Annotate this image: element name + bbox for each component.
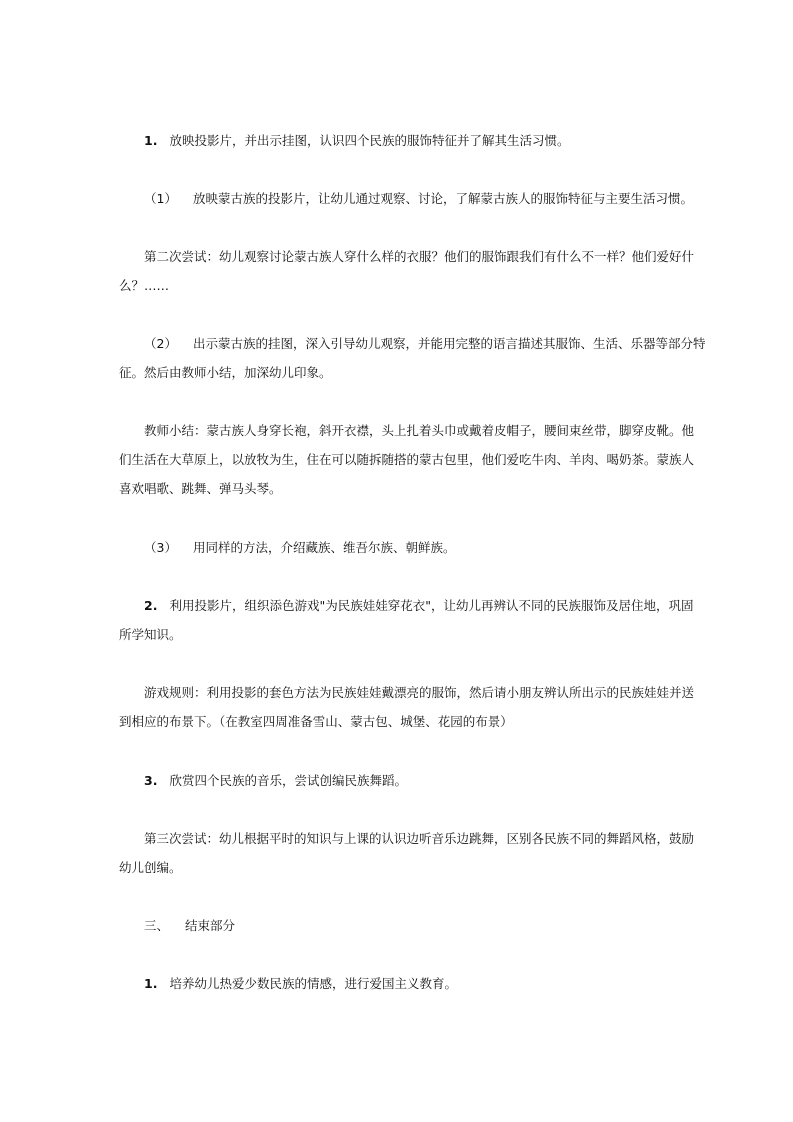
paragraph-line: 第三次尝试：幼儿根据平时的知识与上课的认识边听音乐边跳舞，区别各民族不同的舞蹈风格，鼓励 xyxy=(144,831,695,846)
paragraph-substep-3 xyxy=(119,533,679,562)
paragraph-text: 放映投影片，并出示挂图，认识四个民族的服饰特征并了解其生活习惯。 xyxy=(169,133,570,148)
paragraph-line: 幼儿创编。 xyxy=(119,860,182,875)
paragraph-step-1 xyxy=(119,126,679,155)
paragraph-third-attempt xyxy=(119,824,695,882)
step-number: 2. xyxy=(144,598,158,613)
paragraph-text: 培养幼儿热爱少数民族的情感，进行爱国主义教育。 xyxy=(169,976,457,991)
substep-number: （2） xyxy=(144,336,177,351)
paragraph-step-2 xyxy=(119,591,694,649)
paragraph-conclusion-step-1 xyxy=(119,969,679,998)
paragraph-teacher-summary xyxy=(119,416,695,503)
paragraph-line: 到相应的布景下。（在教室四周准备雪山、蒙古包、城堡、花园的布景） xyxy=(119,714,513,729)
paragraph-second-attempt xyxy=(119,242,695,300)
paragraph-line: 教师小结：蒙古族人身穿长袍，斜开衣襟，头上扎着头巾或戴着皮帽子，腰间束丝带，脚穿皮靴。他 xyxy=(144,423,695,438)
paragraph-line: 第二次尝试：幼儿观察讨论蒙古族人穿什么样的衣服？他们的服饰跟我们有什么不一样？他们爱好什 xyxy=(144,249,695,264)
section-title: 结束部分 xyxy=(185,918,236,933)
section-number: 三、 xyxy=(144,918,170,933)
substep-number: （3） xyxy=(144,540,177,555)
step-number: 1. xyxy=(144,976,158,991)
paragraph-line: 所学知识。 xyxy=(119,627,182,642)
section-heading-conclusion xyxy=(119,911,679,940)
paragraph-substep-2 xyxy=(119,329,706,387)
paragraph-line: 征。然后由教师小结，加深幼儿印象。 xyxy=(119,365,332,380)
paragraph-text: 欣赏四个民族的音乐，尝试创编民族舞蹈。 xyxy=(169,773,407,788)
step-number: 3. xyxy=(144,773,158,788)
step-number: 1. xyxy=(144,133,158,148)
paragraph-line: 么？…… xyxy=(119,278,170,293)
paragraph-line: 喜欢唱歌、跳舞、弹马头琴。 xyxy=(119,481,282,496)
paragraph-text: 利用投影片，组织添色游戏"为民族娃娃穿花衣"，让幼儿再辨认不同的民族服饰及居住地，巩固 xyxy=(169,598,694,613)
paragraph-substep-1 xyxy=(119,184,693,213)
paragraph-game-rules xyxy=(119,678,695,736)
paragraph-line: 游戏规则：利用投影的套色方法为民族娃娃戴漂亮的服饰，然后请小朋友辨认所出示的民族娃娃并送 xyxy=(144,685,695,700)
paragraph-step-3 xyxy=(119,766,679,795)
paragraph-text: 出示蒙古族的挂图，深入引导幼儿观察，并能用完整的语言描述其服饰、生活、乐器等部分特 xyxy=(192,336,706,351)
substep-number: （1） xyxy=(144,191,177,206)
paragraph-text: 用同样的方法，介绍藏族、维吾尔族、朝鲜族。 xyxy=(192,540,456,555)
paragraph-line: 们生活在大草原上，以放牧为生，住在可以随拆随搭的蒙古包里，他们爱吃牛肉、羊肉、喝奶茶。蒙族人 xyxy=(119,452,695,467)
paragraph-text: 放映蒙古族的投影片，让幼儿通过观察、讨论，了解蒙古族人的服饰特征与主要生活习惯。 xyxy=(192,191,693,206)
